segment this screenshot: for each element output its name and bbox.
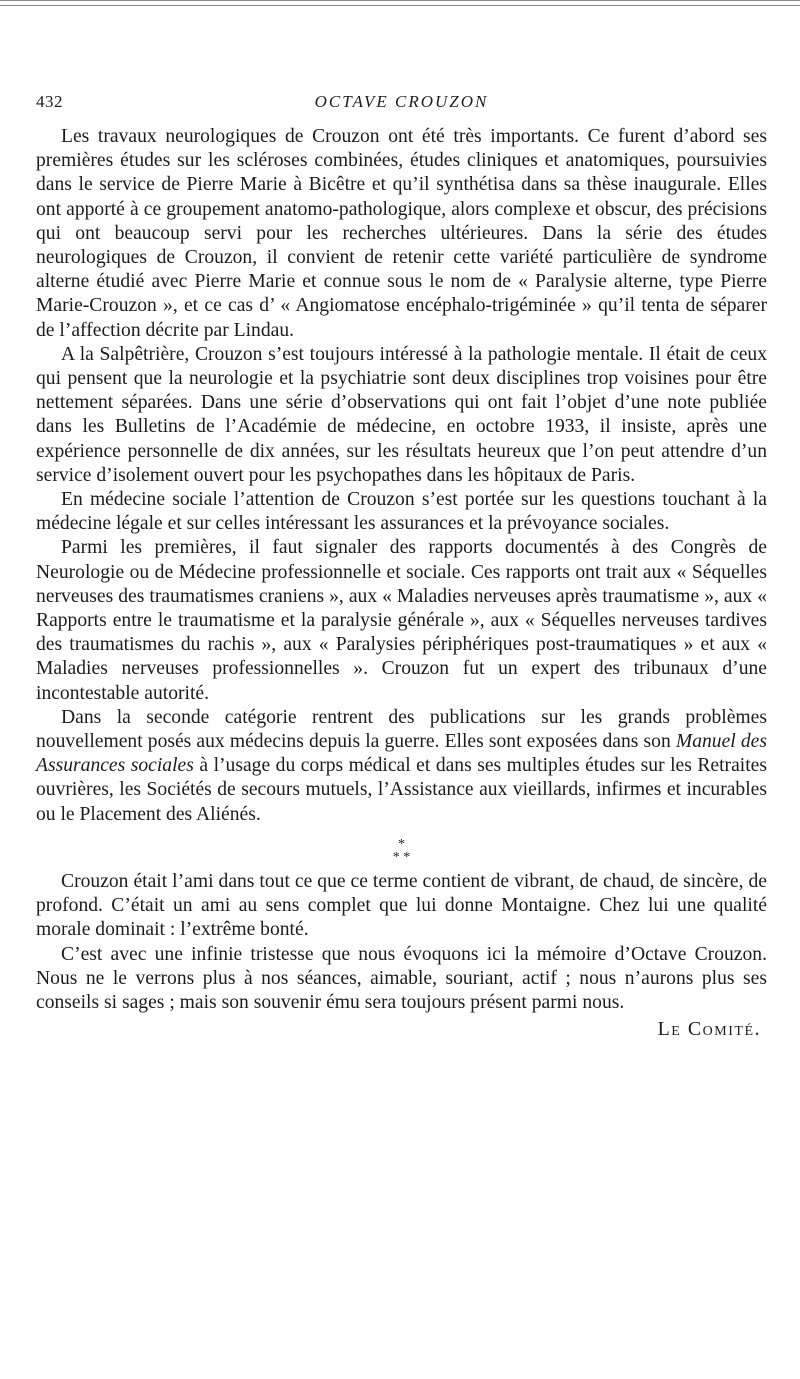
paragraph-salpetriere: A la Salpêtrière, Crouzon s’est toujours intéressé à la pathologie mentale. Il était de ceux qui pensent que la neurologie et la psychiatrie sont deux disciplines trop voisines pour être nettement séparées. Dans une série d’observations qui ont fait l’objet d’une note publiée dans les Bulletins de l’Académie de médecine, en octobre 1933, il insiste, après une expérience personnelle de dix années, sur les résultats heureux que l’on peut attendre d’un service d’isolement ouvert pour les psychopathes dans les hôpitaux de Paris. [36, 343, 767, 486]
paragraph-memory: C’est avec une infinie tristesse que nous évoquons ici la mémoire d’Octave Crouzon. Nous ne le verrons plus à nos séances, aimable, souriant, actif ; nous n’aurons plus ses conseils si sages ; mais son souvenir ému sera toujours présent parmi nous. [36, 943, 767, 1013]
asterism-divider [36, 838, 767, 864]
signature: Le Comité. [657, 1018, 761, 1041]
article-body [36, 125, 767, 1041]
page-number: 432 [36, 92, 63, 111]
paragraph-publications-end: à l’usage du corps médical et dans ses multiples études sur les Retraites ouvrières, les Sociétés de secours mutuels, l’Assistance aux vieillards, infirmes et incurables ou le Placement des Aliénés. [36, 755, 767, 825]
paragraph-publications-start: Dans la seconde catégorie rentrent des publications sur les grands problèmes nouvellement posés aux médecins depuis la guerre. Elles sont exposées dans son [36, 706, 767, 753]
paragraph-social-medicine: En médecine sociale l’attention de Crouzon s’est portée sur les questions touchant à la médecine légale et sur celles intéressant les assurances et la prévoyance sociales. [36, 489, 767, 535]
page-header [36, 92, 767, 116]
paragraph-neurology: Les travaux neurologiques de Crouzon ont été très importants. Ce furent d’abord ses premières études sur les scléroses combinées, études cliniques et anatomiques, poursuivies dans le service de Pierre Marie à Bicêtre et qu’il synthétisa dans sa thèse inaugurale. Elles ont apporté à ce groupement anatomo-pathologique, alors complexe et obscur, des précisions qui ont beaucoup servi pour les recherches ultérieures. Dans la série des études neurologiques de Crouzon, il convient de retenir cette variété particulière de syndrome alterne étudié avec Pierre Marie et connue sous le nom de « Paralysie alterne, type Pierre Marie-Crouzon », et ce cas d’ « Angiomatose encéphalo-trigéminée » qu’il tenta de séparer de l’affection décrite par Lindau. [36, 126, 767, 341]
manual-title: Manuel des Assurances sociales [36, 731, 767, 777]
paragraph-reports: Parmi les premières, il faut signaler des rapports documentés à des Congrès de Neurologie ou de Médecine professionnelle et sociale. Ces rapports ont trait aux « Séquelles nerveuses des traumatismes craniens », aux « Maladies nerveuses après traumatisme », aux « Rapports entre le traumatisme et la paralysie générale », aux « Séquelles nerveuses tardives des traumatismes du rachis », aux « Paralysies périphériques post-traumatiques » et aux « Maladies nerveuses professionnelles ». Crouzon fut un expert des tribunaux d’une incontestable autorité. [36, 537, 767, 704]
asterism-top: * [398, 836, 405, 852]
paragraph-publications [36, 706, 767, 827]
paragraph-friendship: Crouzon était l’ami dans tout ce que ce terme contient de vibrant, de chaud, de sincère, de profond. C’était un ami au sens complet que lui donne Montaigne. Chez lui une qualité morale dominait : l’extrême bonté. [36, 870, 767, 941]
running-title: OCTAVE CROUZON [314, 92, 489, 111]
asterism-bottom: * * [392, 849, 411, 865]
top-rule [0, 0, 800, 6]
